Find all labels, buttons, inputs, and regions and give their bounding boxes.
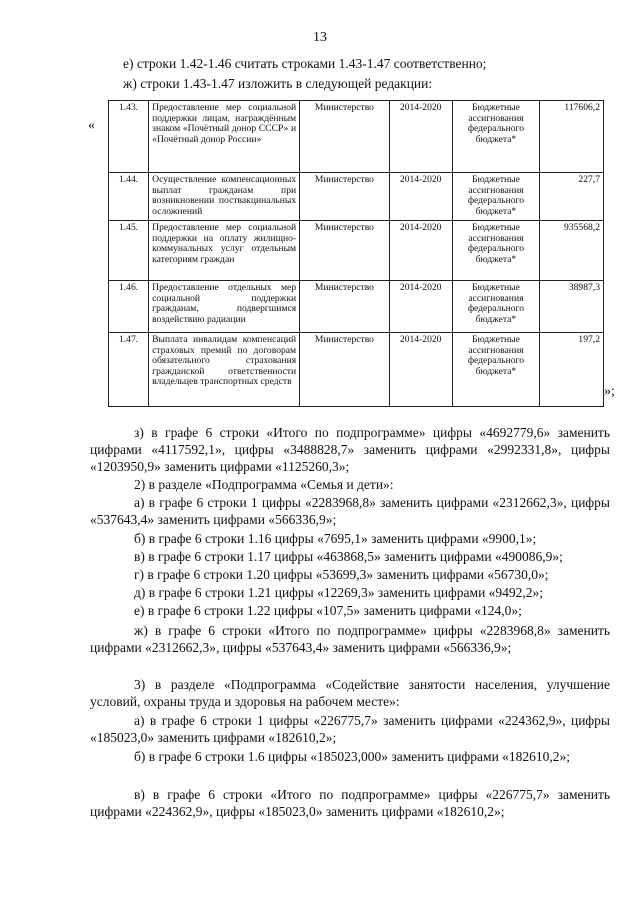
paragraph-2e: е) в графе 6 строки 1.22 цифры «107,5» заменить цифрами «124,0»; [134,603,522,618]
quote-close: »; [604,384,615,399]
row-value: 935568,2 [540,221,604,281]
row-number: 1.45. [109,221,149,281]
row-executor: Министерство [300,281,390,333]
row-name: Предоставление мер социальной поддержки лицам, награждённым знаком «Почётный донор СССР» и «Почётный донор России» [149,101,300,173]
row-number: 1.44. [109,173,149,221]
quote-open: « [88,118,95,133]
table-row [109,101,604,173]
paragraph-3b: б) в графе 6 строки 1.6 цифры «185023,000» заменить цифрами «182610,2»; [134,749,571,764]
row-name: Предоставление отдельных мер социальной поддержки гражданам, подвергшимся воздействию радиации [149,281,300,333]
paragraph-2v: в) в графе 6 строки 1.17 цифры «463868,5» заменить цифрами «490086,9»; [134,549,563,564]
row-source: Бюджетные ассигнования федерального бюджета* [452,333,540,407]
paragraph-2g: г) в графе 6 строки 1.20 цифры «53699,3» заменить цифрами «56730,0»; [134,567,549,582]
table-row [109,221,604,281]
paragraph-3: 3) в разделе «Подпрограмма «Содействие занятости населения, улучшение условий, охраны труда и здоровья на рабочем месте»: [90,677,610,709]
row-number: 1.46. [109,281,149,333]
intro-line-e: е) строки 1.42-1.46 считать строками 1.43-1.47 соответственно; [123,56,487,71]
paragraph-2d: д) в графе 6 строки 1.21 цифры «12269,3» заменить цифрами «9492,2»; [134,585,544,600]
row-source: Бюджетные ассигнования федерального бюджета* [452,173,540,221]
row-number: 1.43. [109,101,149,173]
paragraph-3a: а) в графе 6 строки 1 цифры «226775,7» заменить цифрами «224362,9», цифры «185023,0» заменить цифрами «182610,2»; [90,713,610,745]
row-years: 2014-2020 [389,221,452,281]
paragraph-3v: в) в графе 6 строки «Итого по подпрограмме» цифры «226775,7» заменить цифрами «224362,9», цифры «185023,0» заменить цифрами «182610,2»; [90,787,610,819]
table-row [109,281,604,333]
row-executor: Министерство [300,333,390,407]
row-source: Бюджетные ассигнования федерального бюджета* [452,101,540,173]
row-years: 2014-2020 [389,101,452,173]
row-executor: Министерство [300,221,390,281]
paragraph-2a: а) в графе 6 строки 1 цифры «2283968,8» заменить цифрами «2312662,3», цифры «537643,4» заменить цифрами «566336,9»; [90,495,610,527]
row-executor: Министерство [300,101,390,173]
paragraph-2: 2) в разделе «Подпрограмма «Семья и дети»: [134,477,394,492]
paragraph-2zh: ж) в графе 6 строки «Итого по подпрограмме» цифры «2283968,8» заменить цифрами «2312662,3», цифры «537643,4» заменить цифрами «566336,9»; [90,623,610,655]
row-years: 2014-2020 [389,281,452,333]
row-source: Бюджетные ассигнования федерального бюджета* [452,221,540,281]
row-years: 2014-2020 [389,173,452,221]
row-value: 227,7 [540,173,604,221]
row-name: Осуществление компенсационных выплат гражданам при возникновении поствакцинальных осложнений [149,173,300,221]
row-value: 38987,3 [540,281,604,333]
row-name: Выплата инвалидам компенсаций страховых премий по договорам обязательного страхования гражданской ответственности владельцев транспортных средств [149,333,300,407]
row-value: 197,2 [540,333,604,407]
row-value: 117606,2 [540,101,604,173]
paragraph-2b: б) в графе 6 строки 1.16 цифры «7695,1» заменить цифрами «9900,1»; [134,531,537,546]
row-executor: Министерство [300,173,390,221]
table-row [109,173,604,221]
row-source: Бюджетные ассигнования федерального бюджета* [452,281,540,333]
page-number: 13 [313,30,327,45]
row-number: 1.47. [109,333,149,407]
intro-line-zh: ж) строки 1.43-1.47 изложить в следующей редакции: [123,76,433,91]
paragraph-3z: з) в графе 6 строки «Итого по подпрограмме» цифры «4692779,6» заменить цифрами «4117592,1», цифры «3488828,7» заменить цифрами «2992331,8», цифры «1203950,9» заменить цифрами «1125260,3»; [90,425,610,474]
row-name: Предоставление мер социальной поддержки на оплату жилищно-коммунальных услуг отдельным категориям граждан [149,221,300,281]
row-years: 2014-2020 [389,333,452,407]
amendment-table [108,100,604,407]
table-row [109,333,604,407]
